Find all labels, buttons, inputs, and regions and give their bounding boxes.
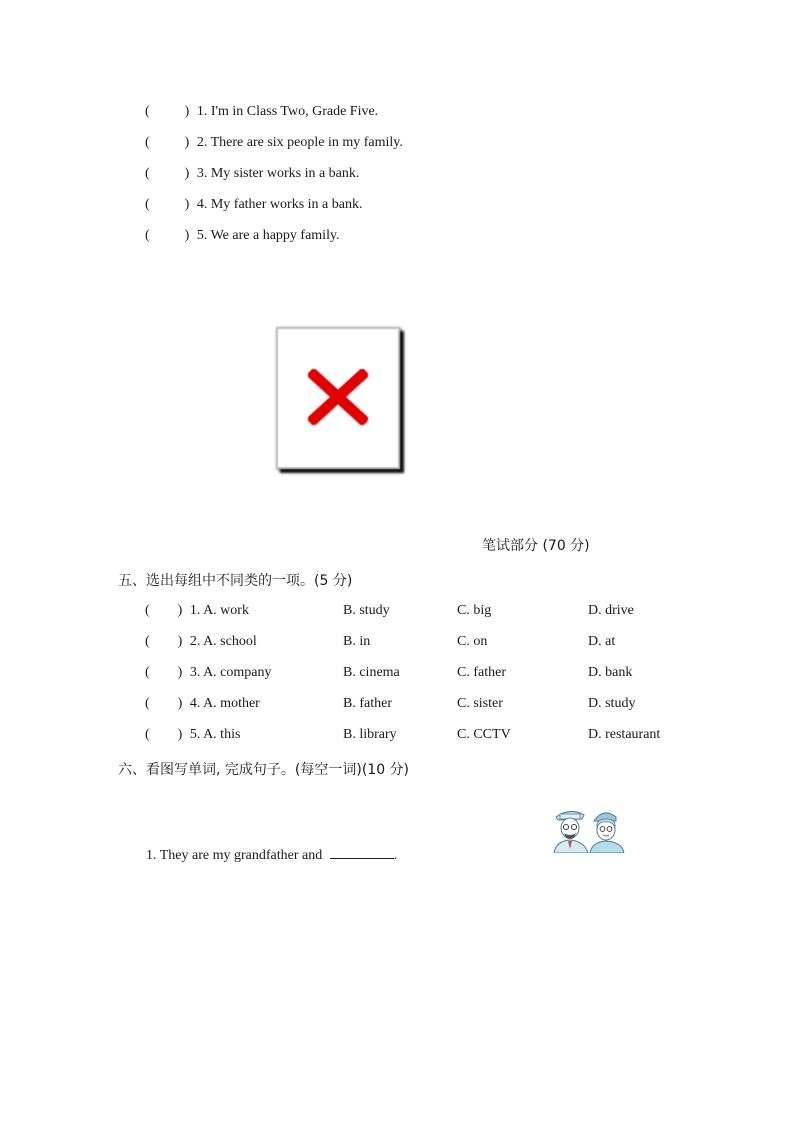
option-c: C. CCTV bbox=[457, 727, 511, 742]
option-b: B. study bbox=[343, 603, 390, 618]
question-one bbox=[146, 846, 397, 864]
paren-close: ) bbox=[177, 603, 183, 618]
option-a: 2. A. school bbox=[189, 634, 257, 649]
list-item bbox=[145, 228, 340, 244]
paren-close: ) bbox=[177, 665, 183, 680]
option-a: 3. A. company bbox=[189, 665, 272, 680]
grandparents-icon bbox=[552, 805, 628, 853]
paren-open: ( bbox=[145, 104, 150, 119]
paren-close: ) bbox=[184, 104, 190, 119]
paren-close: ) bbox=[184, 135, 190, 150]
option-c: C. big bbox=[457, 603, 492, 618]
paren-close: ) bbox=[177, 634, 183, 649]
paren-open: ( bbox=[145, 228, 150, 243]
grandparents-illustration bbox=[552, 805, 628, 853]
option-b: B. father bbox=[343, 696, 392, 711]
red-x-icon bbox=[308, 369, 368, 425]
item-text: 2. There are six people in my family. bbox=[196, 135, 403, 150]
paren-open: ( bbox=[145, 197, 150, 212]
paren-open: ( bbox=[145, 665, 150, 680]
paren-open: ( bbox=[145, 603, 150, 618]
item-text: 1. I'm in Class Two, Grade Five. bbox=[196, 104, 379, 119]
written-section-heading: 笔试部分 (70 分) bbox=[482, 538, 590, 554]
list-item bbox=[145, 197, 362, 213]
paren-open: ( bbox=[145, 166, 150, 181]
question-end: . bbox=[393, 848, 398, 863]
option-c: C. sister bbox=[457, 696, 503, 711]
paren-close: ) bbox=[177, 696, 183, 711]
item-text: 4. My father works in a bank. bbox=[196, 197, 363, 212]
option-a: 4. A. mother bbox=[189, 696, 260, 711]
paren-open: ( bbox=[145, 634, 150, 649]
option-d: D. drive bbox=[588, 603, 634, 618]
option-a: 5. A. this bbox=[189, 727, 241, 742]
option-d: D. at bbox=[588, 634, 616, 649]
option-b: B. library bbox=[343, 727, 397, 742]
section-five-title: 五、选出每组中不同类的一项。(5 分) bbox=[118, 573, 353, 589]
option-c: C. on bbox=[457, 634, 488, 649]
section-six-title: 六、看图写单词, 完成句子。(每空一词)(10 分) bbox=[118, 762, 410, 778]
answer-blank[interactable] bbox=[330, 846, 394, 859]
item-text: 5. We are a happy family. bbox=[196, 228, 340, 243]
paren-close: ) bbox=[184, 166, 190, 181]
option-a: 1. A. work bbox=[189, 603, 249, 618]
option-d: D. bank bbox=[588, 665, 633, 680]
list-item bbox=[145, 104, 378, 120]
question-text: 1. They are my grandfather and bbox=[146, 848, 323, 863]
list-item bbox=[145, 135, 403, 151]
list-item bbox=[145, 166, 359, 182]
option-d: D. restaurant bbox=[588, 727, 661, 742]
paren-open: ( bbox=[145, 696, 150, 711]
paren-open: ( bbox=[145, 727, 150, 742]
paren-close: ) bbox=[184, 197, 190, 212]
broken-image-icon bbox=[276, 327, 400, 469]
option-b: B. in bbox=[343, 634, 371, 649]
option-c: C. father bbox=[457, 665, 506, 680]
paren-close: ) bbox=[177, 727, 183, 742]
item-text: 3. My sister works in a bank. bbox=[196, 166, 360, 181]
option-b: B. cinema bbox=[343, 665, 400, 680]
option-d: D. study bbox=[588, 696, 636, 711]
paren-open: ( bbox=[145, 135, 150, 150]
paren-close: ) bbox=[184, 228, 190, 243]
